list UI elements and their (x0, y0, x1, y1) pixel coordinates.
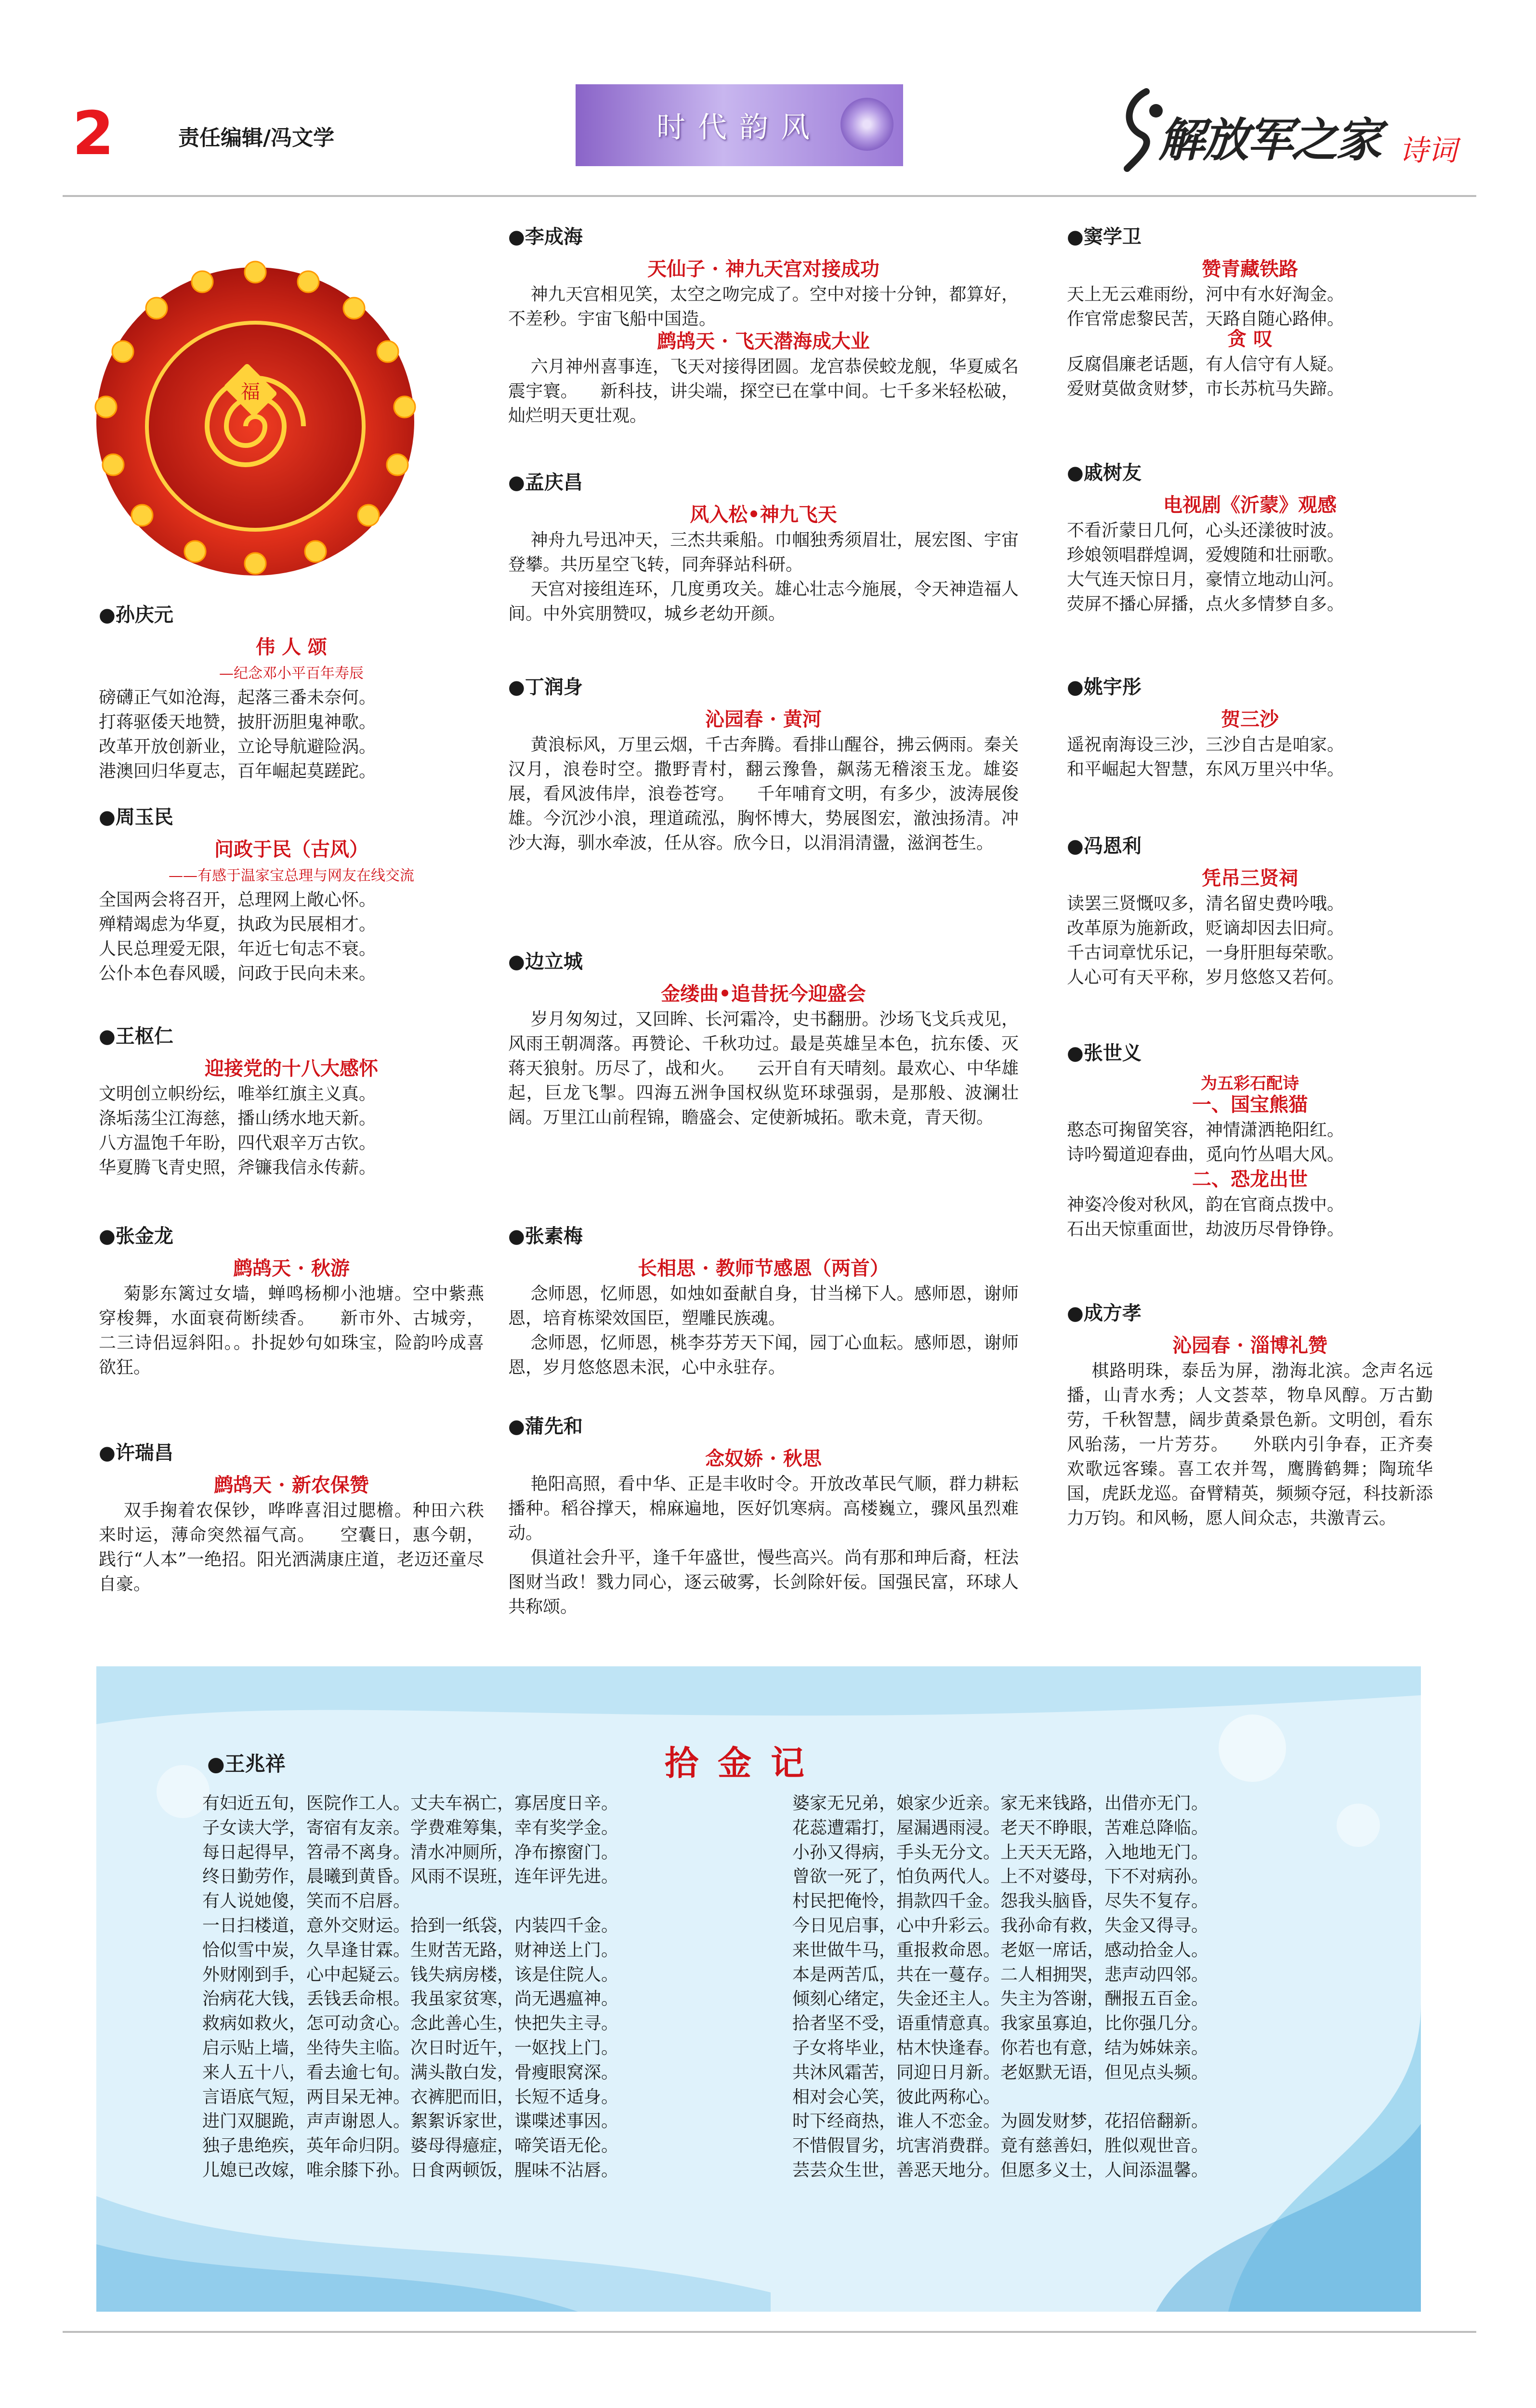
poem-title: 赞青藏铁路 (1202, 258, 1298, 280)
poem-body: 憨态可掬留笑容，神情潇洒艳阳红。 诗吟蜀道迎春曲，觅向竹丛唱大风。 (1067, 1120, 1345, 1165)
feature-text-right (792, 1792, 1208, 2183)
poem-line: 曾欲一死了，怕负两代人。上不对婆母，下不对病孙。 (792, 1867, 1209, 1887)
poem-entry (1067, 222, 1433, 331)
red-lantern-illustration (84, 219, 426, 585)
poem-author: ●窦学卫 (1067, 226, 1142, 248)
poem-line: 倾刻心绪定，失金还主人。失主为答谢，酬报五百金。 (792, 1989, 1209, 2009)
poem-title: 念奴娇 · 秋思 (705, 1447, 822, 1470)
poem-line: 终日勤劳作，晨曦到黄昏。风雨不误班，连年评先进。 (202, 1867, 619, 1887)
poem-entry (508, 325, 1019, 428)
poem-body: 读罢三贤慨叹多，清名留史费吟哦。 改革原为施新政，贬谪却因去旧疴。 千古词章忧乐记，一身肝胆每荣歌。 人心可有天平称，岁月悠悠又若何。 (1067, 894, 1345, 987)
poem-line: 治病花大钱，丢钱丢命根。我虽家贫寒，尚无遇瘟神。 (202, 1989, 619, 2009)
poem-author: ●冯恩利 (1067, 835, 1142, 857)
poem-body: 神姿冷俊对秋风，韵在官商点拨中。 石出天惊重面世，劫波历尽骨铮铮。 (1067, 1195, 1345, 1239)
poem-entry (508, 946, 1019, 1130)
poem-body: 黄浪标风，万里云烟，千古奔腾。看排山醒谷，拂云俩雨。秦关汉月，浪卷时空。撒野青村，翻云豫鲁，飙荡无稽滚玉龙。雄姿展，看风波伟岸，浪卷苍穹。 千年哺育文明，有多少，波涛展俊雄。今沉沙小浪，理道疏泓，胸怀博大，势展图宏，澈浊扬清。冲沙大海，驯水牵波，任从容。欣今日，以涓涓清盪，滋润苍生。 (508, 735, 1019, 853)
poem-body: 神舟九号迅冲天，三杰共乘船。巾帼独秀须眉壮，展宏图、宇宙登攀。共历星空飞转，同奔驿站科研。 天宫对接组连环，几度勇攻关。雄心壮志今施展，令天神造福人间。中外宾朋赞叹，城乡老幼开颜。 (508, 530, 1019, 624)
poem-entry (99, 1221, 484, 1380)
poem-title: 为五彩石配诗 (1201, 1074, 1299, 1093)
poem-line: 芸芸众生世，善恶天地分。但愿多义士，人间添温馨。 (792, 2160, 1209, 2180)
section-title: 时代韵风 (656, 111, 822, 144)
feature-author: ●王兆祥 (207, 1752, 286, 1776)
svg-text:福: 福 (241, 381, 260, 403)
poem-line: 言语底气短，两目呆无神。衣裤肥而旧，长短不适身。 (202, 2087, 619, 2107)
poem-entry (1067, 1038, 1433, 1097)
flower-icon (840, 98, 893, 151)
poem-title: 天仙子 · 神九天宫对接成功 (647, 258, 880, 280)
poem-entry (1067, 1298, 1433, 1531)
feature-title: 拾金记 (665, 1743, 824, 1783)
poem-line: 子女将毕业，枯木快逢春。你若也有意，结为姊妹亲。 (792, 2038, 1209, 2058)
page-number: 2 (72, 99, 114, 169)
poem-author: ●孟庆昌 (508, 471, 583, 494)
poem-entry (1067, 672, 1433, 782)
poem-line: 有妇近五旬，医院作工人。丈夫车祸亡，寡居度日辛。 (202, 1793, 619, 1813)
poem-line: 小孙又得病，手头无分文。上天天无路，入地地无门。 (792, 1842, 1209, 1862)
poem-line: 进门双腿跪，声声谢恩人。絮絮诉家世，谍喋述事因。 (202, 2111, 619, 2132)
poem-line: 不惜假冒劣，坑害消费群。竟有慈善妇，胜似观世音。 (792, 2136, 1209, 2156)
poem-entry (1067, 458, 1433, 616)
poem-line: 每日起得早，笤帚不离身。清水冲厕所，净布擦窗门。 (202, 1842, 619, 1862)
poem-body: 岁月匆匆过，又回眸、长河霜冷，史书翻册。沙场飞戈兵戎见，风雨王朝凋落。再赞论、千秋功过。最是英雄呈本色，抗东倭、灭蒋天狼射。历尽了，战和火。 云开自有天晴刻。最欢心、中华雄起，巨龙飞掣。四海五洲争国权纵览环球强弱，是那般、波澜壮阔。万里江山前程锦，瞻盛会、定使新城拓。歌未竟，青天彻。 (508, 1009, 1019, 1127)
poem-line: 有人说她傻，笑而不启唇。 (202, 1891, 411, 1911)
poem-author: ●张金龙 (99, 1225, 173, 1247)
poem-entry (508, 1221, 1019, 1380)
poem-entry (508, 467, 1019, 626)
poem-entry (99, 1438, 484, 1597)
poem-entry (99, 600, 484, 784)
logo-text: 解放军之家 (1158, 113, 1380, 167)
poem-line: 外财刚到手，心中起疑云。钱失病房楼，该是住院人。 (202, 1964, 619, 1985)
poem-title: 沁园春 · 淄博礼赞 (1172, 1334, 1327, 1357)
poem-body: 全国两会将召开，总理网上敞心怀。 殚精竭虑为华夏，执政为民展相才。 人民总理爱无限，年近七旬志不衰。 公仆本色春风暖，问政于民向未来。 (99, 890, 377, 983)
poem-entry (508, 1411, 1019, 1619)
poem-line: 时下经商热，谁人不恋金。为圆发财梦，花招倍翻新。 (792, 2111, 1209, 2132)
poem-author: ●李成海 (508, 226, 583, 248)
poem-title: 二、恐龙出世 (1192, 1168, 1308, 1191)
poem-body: 六月神州喜事连，飞天对接得团圆。龙宫恭侯蛟龙舰，华夏威名震宇寰。 新科技，讲尖端，探空已在掌中间。七千多米轻松破，灿烂明天更壮观。 (508, 357, 1019, 426)
poem-line: 救病如救火，怎可动贪心。念此善心生，快把失主寻。 (202, 2014, 619, 2034)
footer-rule (63, 2331, 1476, 2333)
poem-line: 拾者坚不受，语重情意真。我家虽寡迫，比你强几分。 (792, 2014, 1209, 2034)
poem-body: 神九天宫相见笑，太空之吻完成了。空中对接十分钟，都算好，不差秒。宇宙飞船中国造。 (508, 285, 1019, 329)
poem-entry (508, 672, 1019, 855)
poem-body: 艳阳高照，看中华、正是丰收时令。开放改革民气顺，群力耕耘播种。稻谷撑天，棉麻遍地，医好饥寒病。高楼巍立，骤风虽烈难动。 俱道社会升平，逢千年盛世，慢些高兴。尚有那和珅后裔，枉法图财当政！戮力同心，逐云破雾，长剑除奸佞。国强民富，环球人共称颂。 (508, 1474, 1019, 1617)
poem-entry (99, 802, 484, 986)
poem-body: 遥祝南海设三沙，三沙自古是咱家。 和平崛起大智慧，东风万里兴中华。 (1067, 735, 1345, 779)
poem-title: 鹧鸪天 · 新农保赞 (214, 1474, 369, 1496)
poem-entry (508, 222, 1019, 331)
poem-author: ●边立城 (508, 951, 583, 973)
poem-title: 贪 叹 (1227, 327, 1273, 350)
poem-body: 天上无云难雨纷，河中有水好淘金。 作官常虑黎民苦，天路自随心路伸。 (1067, 285, 1345, 329)
poem-entry (1067, 831, 1433, 990)
poem-entry (1067, 1088, 1433, 1167)
poem-author: ●周玉民 (99, 806, 173, 828)
header-rule (63, 195, 1476, 197)
poem-body: 反腐倡廉老话题，有人信守有人疑。 爱财莫做贪财梦，市长苏杭马失蹄。 (1067, 354, 1345, 399)
poem-line: 启示贴上墙，坐待失主临。次日时近午，一妪找上门。 (202, 2038, 619, 2058)
poem-line: 一日扫楼道，意外交财运。拾到一纸袋，内装四千金。 (202, 1915, 619, 1936)
poem-title: 贺三沙 (1221, 708, 1279, 731)
poem-subtitle: ——有感于温家宝总理与网友在线交流 (169, 867, 414, 884)
editor-credit: 责任编辑/冯文学 (178, 126, 335, 150)
poem-author: ●孙庆元 (99, 604, 173, 626)
poem-entry (99, 1021, 484, 1180)
poem-title: 一、国宝熊猫 (1192, 1093, 1308, 1116)
poem-author: ●张世义 (1067, 1042, 1142, 1064)
poem-body: 不看沂蒙日几何，心头还漾彼时波。 珍娘领唱群煌调，爱嫂随和壮丽歌。 大气连天惊日月，豪情立地动山河。 荧屏不播心屏播，点火多情梦自多。 (1067, 521, 1345, 614)
poem-author: ●蒲先和 (508, 1415, 583, 1438)
poem-title: 长相思 · 教师节感恩（两首） (638, 1257, 889, 1280)
poem-line: 独子患绝疾，英年命归阴。婆母得癔症，啼笑语无伦。 (202, 2136, 619, 2156)
section-banner (576, 84, 903, 166)
poem-title: 风入松•神九飞天 (690, 503, 837, 526)
poem-author: ●姚宇彤 (1067, 676, 1142, 698)
poem-line: 婆家无兄弟，娘家少近亲。家无来钱路，出借亦无门。 (792, 1793, 1209, 1813)
poem-author: ●张素梅 (508, 1225, 583, 1247)
poem-line: 相对会心笑，彼此两称心。 (792, 2087, 1001, 2107)
poem-line: 花蕊遭霜打，屋漏遇雨浸。老天不睁眼，苦难总降临。 (792, 1818, 1209, 1838)
poem-subtitle: —纪念邓小平百年寿辰 (219, 665, 364, 682)
poem-entry (1067, 1163, 1433, 1242)
poem-line: 村民把俺怜，捐款四千金。怨我头脑昏，尽失不复存。 (792, 1891, 1209, 1911)
poem-title: 凭吊三贤祠 (1202, 867, 1298, 890)
poem-body: 棋路明珠，泰岳为屏，渤海北滨。念声名远播，山青水秀；人文荟萃，物阜风醇。万古勤劳，千秋智慧，阔步黄桑景色新。文明创，看东风骀荡，一片芳芬。 外联内引争春，正齐奏欢歌远客臻。喜工农并驾，鹰腾鹤舞；陶琉华国，虎跃龙巡。奋臂精英，频频夺冠，科技新添力万钧。和风畅，愿人间众志，共激青云。 (1067, 1361, 1433, 1528)
poem-title: 电视剧《沂蒙》观感 (1163, 494, 1337, 516)
poem-line: 共沐风霜苦，同迎日月新。老妪默无语，但见点头频。 (792, 2062, 1209, 2082)
poem-author: ●成方孝 (1067, 1302, 1142, 1324)
poem-title: 迎接党的十八大感怀 (205, 1057, 378, 1080)
poem-title: 鹧鸪天 · 飞天潜海成大业 (657, 330, 870, 353)
poem-body: 磅礴正气如沧海，起落三番未奈何。 打蒋驱倭天地赞，披肝沥胆鬼神歌。 改革开放创新业，立论导航避险涡。 港澳回归华夏志，百年崛起莫蹉跎。 (99, 688, 377, 781)
poem-entry (1067, 323, 1433, 401)
poem-line: 来世做牛马，重报救命恩。老妪一席话，感动拾金人。 (792, 1940, 1209, 1960)
poem-title: 问政于民（古风） (214, 838, 368, 861)
logo-subtitle: 诗词 (1399, 134, 1457, 168)
poem-title: 金缕曲•追昔抚今迎盛会 (661, 982, 866, 1005)
poem-line: 子女读大学，寄宿有友亲。学费难筹集，幸有奖学金。 (202, 1818, 619, 1838)
feature-text-left (202, 1792, 618, 2183)
poem-author: ●丁润身 (508, 676, 583, 698)
poem-title: 鹧鸪天 · 秋游 (233, 1257, 350, 1280)
poem-body: 文明创立帜纷纭，唯举红旗主义真。 涤垢荡尘江海慈，播山绣水地天新。 八方温饱千年盼，四代艰辛万古钦。 华夏腾飞青史照，斧镰我信永传薪。 (99, 1084, 377, 1178)
poem-author: ●戚树友 (1067, 462, 1142, 484)
poem-author: ●王枢仁 (99, 1025, 173, 1047)
poem-body: 菊影东篱过女墙，蝉鸣杨柳小池塘。空中紫燕穿梭舞，水面衰荷断续香。 新市外、古城旁，二三诗侣逗斜阳。。扑捉妙句如珠宝，险韵吟成喜欲狂。 (99, 1284, 484, 1377)
poem-title: 沁园春 · 黄河 (705, 708, 822, 731)
poem-line: 本是两苦瓜，共在一蔓存。二人相拥哭，悲声动四邻。 (792, 1964, 1209, 1985)
poem-title: 伟 人 颂 (256, 636, 327, 658)
masthead-logo (1117, 82, 1474, 178)
poem-line: 恰似雪中炭，久旱逢甘霖。生财苦无路，财神送上门。 (202, 1940, 619, 1960)
poem-line: 儿媳已改嫁，唯余膝下孙。日食两顿饭，腥味不沾唇。 (202, 2160, 619, 2180)
poem-body: 念师恩，忆师恩，如烛如蚕献自身，甘当梯下人。感师恩，谢师恩，培育栋梁效国臣，塑雕民族魂。 念师恩，忆师恩，桃李芬芳天下闻，园丁心血耘。感师恩，谢师恩，岁月悠悠恩未泯，心中永驻存。 (508, 1284, 1019, 1377)
poem-line: 来人五十八，看去逾七旬。满头散白发，骨瘦眼窝深。 (202, 2062, 619, 2082)
poem-body: 双手掬着农保钞，哗哗喜泪过腮檐。种田六秩来时运，薄命突然福气高。 空囊日，惠今朝，践行“人本”一绝招。阳光洒满康庄道，老迈还童尽自豪。 (99, 1501, 484, 1594)
poem-line: 今日见启事，心中升彩云。我孙命有救，失金又得寻。 (792, 1915, 1209, 1936)
poem-author: ●许瑞昌 (99, 1442, 173, 1464)
